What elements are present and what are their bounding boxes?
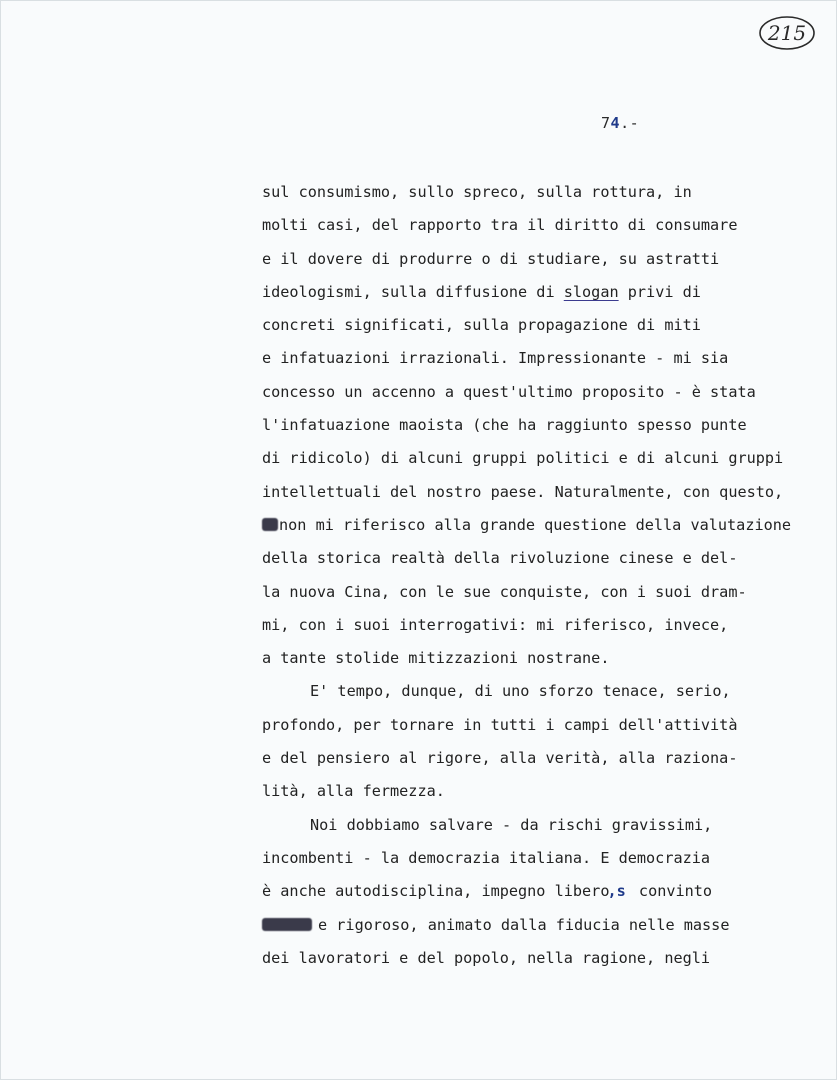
line-text: Noi dobbiamo salvare - da rischi gravissimi, — [310, 815, 713, 834]
text-line — [262, 412, 832, 445]
page-number-prefix: 7 — [601, 114, 611, 132]
text-line — [262, 545, 832, 578]
line-text: a tante stolide mitizzazioni nostrane. — [262, 649, 610, 668]
typed-body-text — [262, 179, 832, 978]
line-text-continued: convinto — [629, 882, 713, 901]
circle-icon — [757, 13, 817, 53]
text-line — [262, 312, 832, 345]
page-number-handwritten-fix: 4 — [610, 114, 621, 132]
archive-number-text: 215 — [767, 21, 807, 45]
handwritten-comma: , — [607, 882, 617, 901]
text-line — [262, 579, 832, 612]
line-text: lità, alla fermezza. — [262, 782, 445, 801]
text-line — [262, 512, 832, 545]
line-text: intellettuali del nostro paese. Naturalmente, con questo, — [262, 482, 784, 501]
text-line — [262, 812, 832, 845]
text-line — [262, 345, 832, 378]
line-text: molti casi, del rapporto tra il diritto di consumare — [262, 216, 738, 235]
line-text: incombenti - la democrazia italiana. E democrazia — [262, 848, 711, 867]
text-line — [262, 945, 832, 978]
text-line — [262, 212, 832, 245]
text-line — [262, 778, 832, 811]
line-text: concesso un accenno a quest'ultimo proposito - è stata — [262, 382, 756, 401]
line-text: profondo, per tornare in tutti i campi dell'attività — [262, 715, 738, 734]
text-line — [262, 445, 832, 478]
ink-smudge-correction — [262, 518, 278, 531]
text-line — [262, 678, 832, 711]
line-text: di ridicolo) di alcuni gruppi politici e di alcuni gruppi — [262, 449, 784, 468]
text-line — [262, 878, 832, 911]
page-number — [601, 114, 639, 132]
line-text-continued: privi di — [618, 282, 701, 301]
line-text: e del pensiero al rigore, alla verità, alla raziona- — [262, 749, 738, 768]
text-line — [262, 246, 832, 279]
text-line — [262, 479, 832, 512]
line-text: l'infatuazione maoista (che ha raggiunto spesso punte — [262, 416, 747, 435]
page-number-suffix: .- — [620, 114, 640, 132]
line-text: sul consumismo, sullo spreco, sulla rottura, in — [262, 183, 692, 201]
text-line — [262, 912, 832, 945]
ink-smudge-correction — [262, 918, 312, 931]
line-text: della storica realtà della rivoluzione cinese e del- — [262, 549, 738, 568]
line-text: concreti significati, sulla propagazione di miti — [262, 316, 701, 335]
text-line — [262, 745, 832, 778]
line-text: mi, con i suoi interrogativi: mi riferisco, invece, — [262, 615, 729, 634]
line-text: non mi riferisco alla grande questione della valutazione — [279, 515, 792, 534]
line-text: la nuova Cina, con le sue conquiste, con i suoi dram- — [262, 582, 747, 601]
line-text: è anche autodisciplina, impegno libero — [262, 882, 610, 901]
struck-out-letter: s — [616, 882, 626, 901]
underlined-word: slogan — [563, 282, 619, 301]
text-line — [262, 645, 832, 678]
text-line — [262, 845, 832, 878]
line-text: e rigoroso, animato dalla fiducia nelle masse — [318, 915, 730, 934]
text-line — [262, 712, 832, 745]
text-line — [262, 612, 832, 645]
text-line — [262, 179, 832, 212]
line-text: dei lavoratori e del popolo, nella ragione, negli — [262, 948, 711, 967]
text-line — [262, 279, 832, 312]
line-text: e infatuazioni irrazionali. Impressionante - mi sia — [262, 349, 729, 368]
line-text: E' tempo, dunque, di uno sforzo tenace, serio, — [310, 682, 731, 701]
text-line — [262, 379, 832, 412]
line-text: ideologismi, sulla diffusione di — [262, 282, 564, 301]
line-text: e il dovere di produrre o di studiare, su astratti — [262, 249, 720, 268]
archive-stamp — [757, 13, 817, 53]
